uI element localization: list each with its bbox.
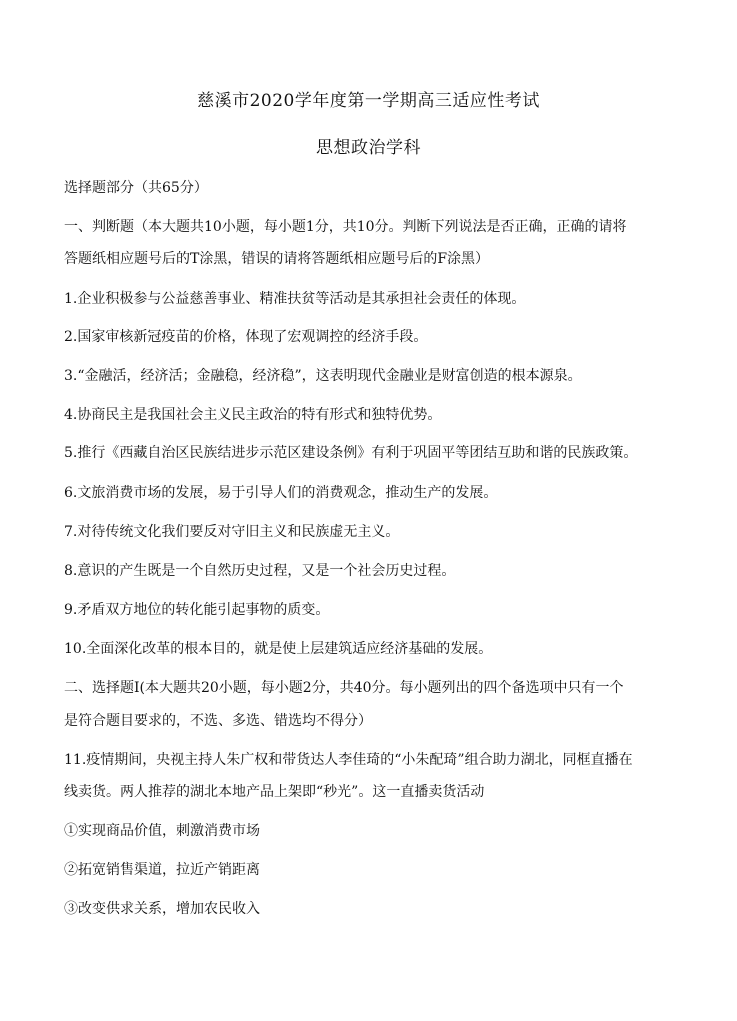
question-5: 5.推行《西藏自治区民族结进步示范区建设条例》有利于巩固平等团结互助和谐的民族政策。 xyxy=(64,445,638,461)
part2-instructions-line2: 是符合题目要求的，不选、多选、错选均不得分） xyxy=(64,713,372,729)
question-9: 9.矛盾双方地位的转化能引起事物的质变。 xyxy=(64,602,330,618)
question-7: 7.对待传统文化我们要反对守旧主义和民族虚无主义。 xyxy=(64,524,400,540)
part2-instructions-line1: 二、选择题Ⅰ(本大题共20小题，每小题2分，共40分。每小题列出的四个备选项中只有一个 xyxy=(64,680,624,696)
question-3: 3.“金融活，经济活；金融稳，经济稳”，这表明现代金融业是财富创造的根本源泉。 xyxy=(64,368,582,384)
question-11-line2: 线卖货。两人推荐的湖北本地产品上架即“秒光”。这一直播卖货活动 xyxy=(64,784,485,800)
section-heading: 选择题部分（共65分） xyxy=(64,180,208,196)
question-11-line1: 11.疫情期间，央视主持人朱广权和带货达人李佳琦的“小朱配琦”组合助力湖北，同框直播在 xyxy=(64,752,633,768)
part1-instructions-line1: 一、判断题（本大题共10小题，每小题1分，共10分。判断下列说法是否正确，正确的请将 xyxy=(64,219,627,235)
subject-title: 思想政治学科 xyxy=(316,138,421,158)
question-1: 1.企业积极参与公益慈善事业、精准扶贫等活动是其承担社会责任的体现。 xyxy=(64,291,526,307)
question-4: 4.协商民主是我国社会主义民主政治的特有形式和独特优势。 xyxy=(64,407,442,423)
option-3: ③改变供求关系，增加农民收入 xyxy=(64,901,260,917)
option-2: ②拓宽销售渠道，拉近产销距离 xyxy=(64,862,260,878)
question-8: 8.意识的产生既是一个自然历史过程，又是一个社会历史过程。 xyxy=(64,563,456,579)
question-2: 2.国家审核新冠疫苗的价格，体现了宏观调控的经济手段。 xyxy=(64,329,428,345)
option-1: ①实现商品价值，刺激消费市场 xyxy=(64,823,260,839)
part1-instructions-line2: 答题纸相应题号后的T涂黑，错误的请将答题纸相应题号后的F涂黑） xyxy=(64,251,490,267)
question-10: 10.全面深化改革的根本目的，就是使上层建筑适应经济基础的发展。 xyxy=(64,641,493,657)
exam-title: 慈溪市2020学年度第一学期高三适应性考试 xyxy=(197,91,540,111)
question-6: 6.文旅消费市场的发展，易于引导人们的消费观念，推动生产的发展。 xyxy=(64,485,498,501)
